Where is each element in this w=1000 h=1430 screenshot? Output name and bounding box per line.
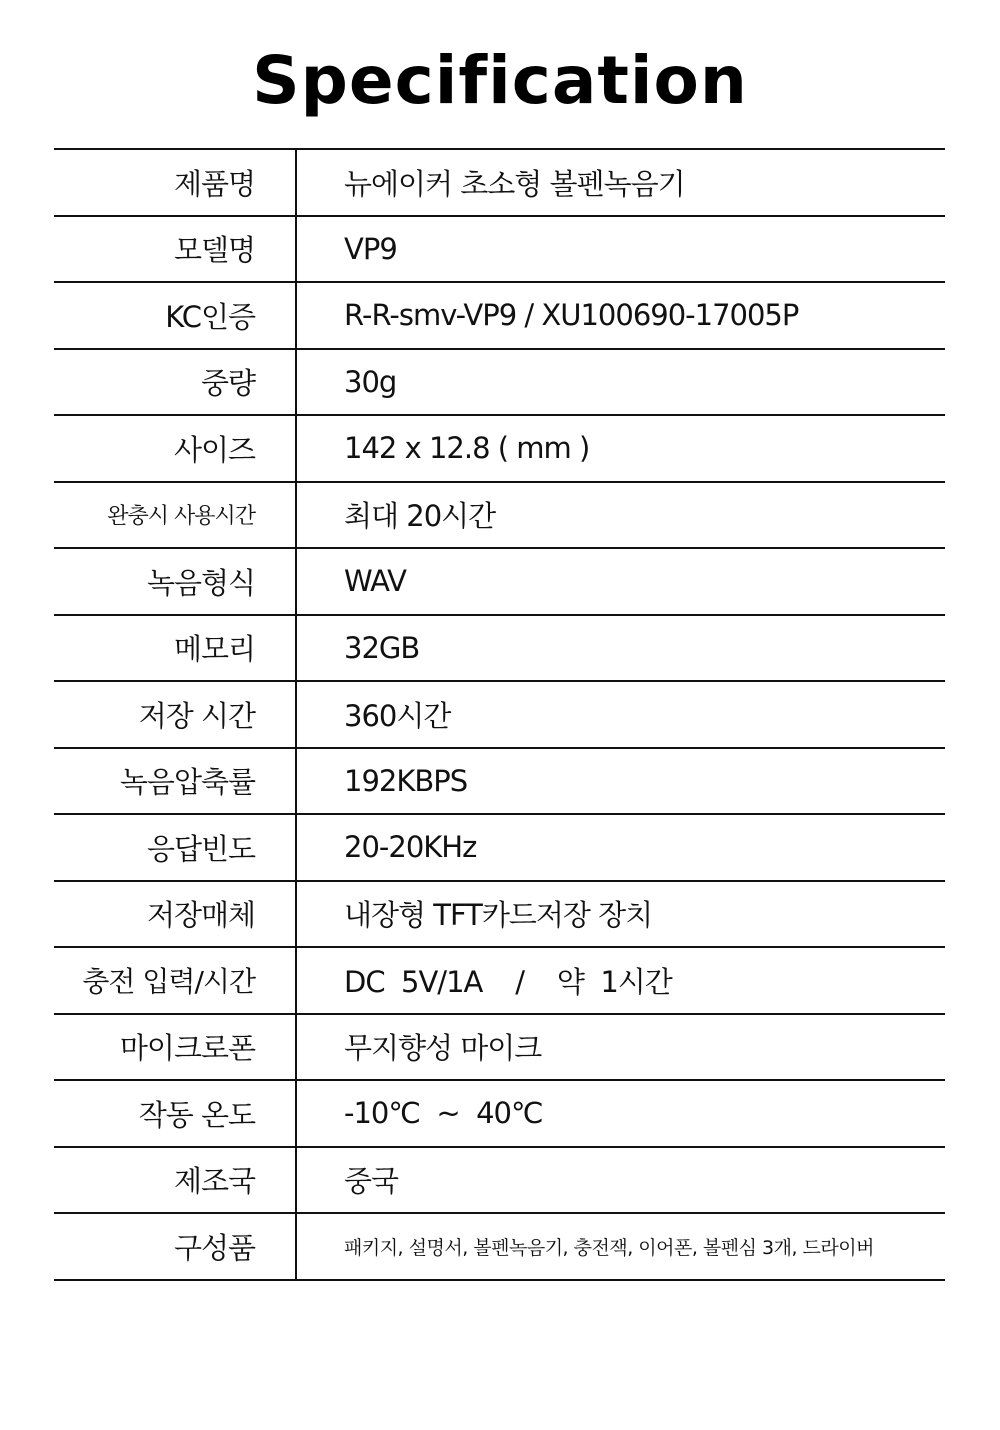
spec-label: 마이크로폰 (119, 1031, 255, 1066)
column-divider (295, 217, 297, 284)
spec-value: 패키지, 설명서, 볼펜녹음기, 충전잭, 이어폰, 볼펜심 3개, 드라이버 (344, 1236, 874, 1259)
spec-label: 제품명 (173, 166, 255, 201)
column-divider (295, 1214, 297, 1281)
spec-value: WAV (344, 564, 406, 599)
column-divider (295, 1015, 297, 1082)
spec-value: 무지향성 마이크 (344, 1031, 542, 1066)
spec-value: DC 5V/1A / 약 1시간 (344, 964, 672, 999)
spec-row-operating-temperature (54, 1081, 945, 1148)
spec-label: 완충시 사용시간 (107, 504, 255, 530)
column-divider (295, 350, 297, 417)
column-divider (295, 1081, 297, 1148)
spec-label: 작동 온도 (138, 1097, 255, 1132)
spec-row-memory (54, 616, 945, 683)
spec-row-product-name (54, 150, 945, 217)
spec-label: 사이즈 (173, 432, 255, 467)
spec-label: 녹음형식 (146, 565, 255, 600)
spec-row-model-name (54, 217, 945, 284)
column-divider (295, 416, 297, 483)
spec-row-storage-time (54, 682, 945, 749)
column-divider (295, 283, 297, 350)
spec-value: 뉴에이커 초소형 볼펜녹음기 (344, 166, 685, 201)
spec-value: 360시간 (344, 698, 451, 733)
spec-row-size (54, 416, 945, 483)
spec-label: 저장 시간 (138, 698, 255, 733)
column-divider (295, 1148, 297, 1215)
spec-row-compression-rate (54, 749, 945, 816)
spec-row-microphone (54, 1015, 945, 1082)
spec-value: 20-20KHz (344, 830, 477, 865)
spec-value: VP9 (344, 231, 397, 266)
spec-table (54, 148, 945, 1281)
page-title: Specification (252, 42, 748, 119)
column-divider (295, 616, 297, 683)
spec-row-recording-format (54, 549, 945, 616)
spec-label: 중량 (200, 366, 255, 401)
spec-row-country-of-origin (54, 1148, 945, 1215)
column-divider (295, 483, 297, 550)
spec-row-weight (54, 350, 945, 417)
spec-value: 중국 (344, 1164, 399, 1199)
spec-value: 192KBPS (344, 763, 468, 798)
spec-label: 저장매체 (146, 898, 255, 933)
spec-label: KC인증 (165, 299, 255, 334)
spec-label: 녹음압축률 (119, 765, 255, 800)
spec-label: 응답빈도 (146, 831, 255, 866)
column-divider (295, 150, 297, 217)
spec-row-kc-certification (54, 283, 945, 350)
column-divider (295, 749, 297, 816)
spec-row-charging (54, 948, 945, 1015)
spec-value: -10℃ ~ 40℃ (344, 1096, 543, 1131)
spec-value: 30g (344, 364, 397, 399)
spec-label: 제조국 (173, 1164, 255, 1199)
column-divider (295, 549, 297, 616)
spec-label: 충전 입력/시간 (82, 965, 255, 999)
column-divider (295, 682, 297, 749)
spec-row-storage-media (54, 882, 945, 949)
column-divider (295, 815, 297, 882)
spec-value: 내장형 TFT카드저장 장치 (344, 898, 653, 933)
spec-value: 32GB (344, 630, 420, 665)
spec-row-components (54, 1214, 945, 1281)
spec-value: R-R-smv-VP9 / XU100690-17005P (344, 298, 799, 333)
column-divider (295, 882, 297, 949)
spec-value: 142 x 12.8 ( mm ) (344, 431, 590, 466)
spec-row-frequency-response (54, 815, 945, 882)
spec-label: 구성품 (173, 1230, 255, 1265)
spec-label: 모델명 (173, 233, 255, 268)
spec-value: 최대 20시간 (344, 499, 496, 534)
column-divider (295, 948, 297, 1015)
spec-row-battery-time (54, 483, 945, 550)
spec-label: 메모리 (173, 632, 255, 667)
